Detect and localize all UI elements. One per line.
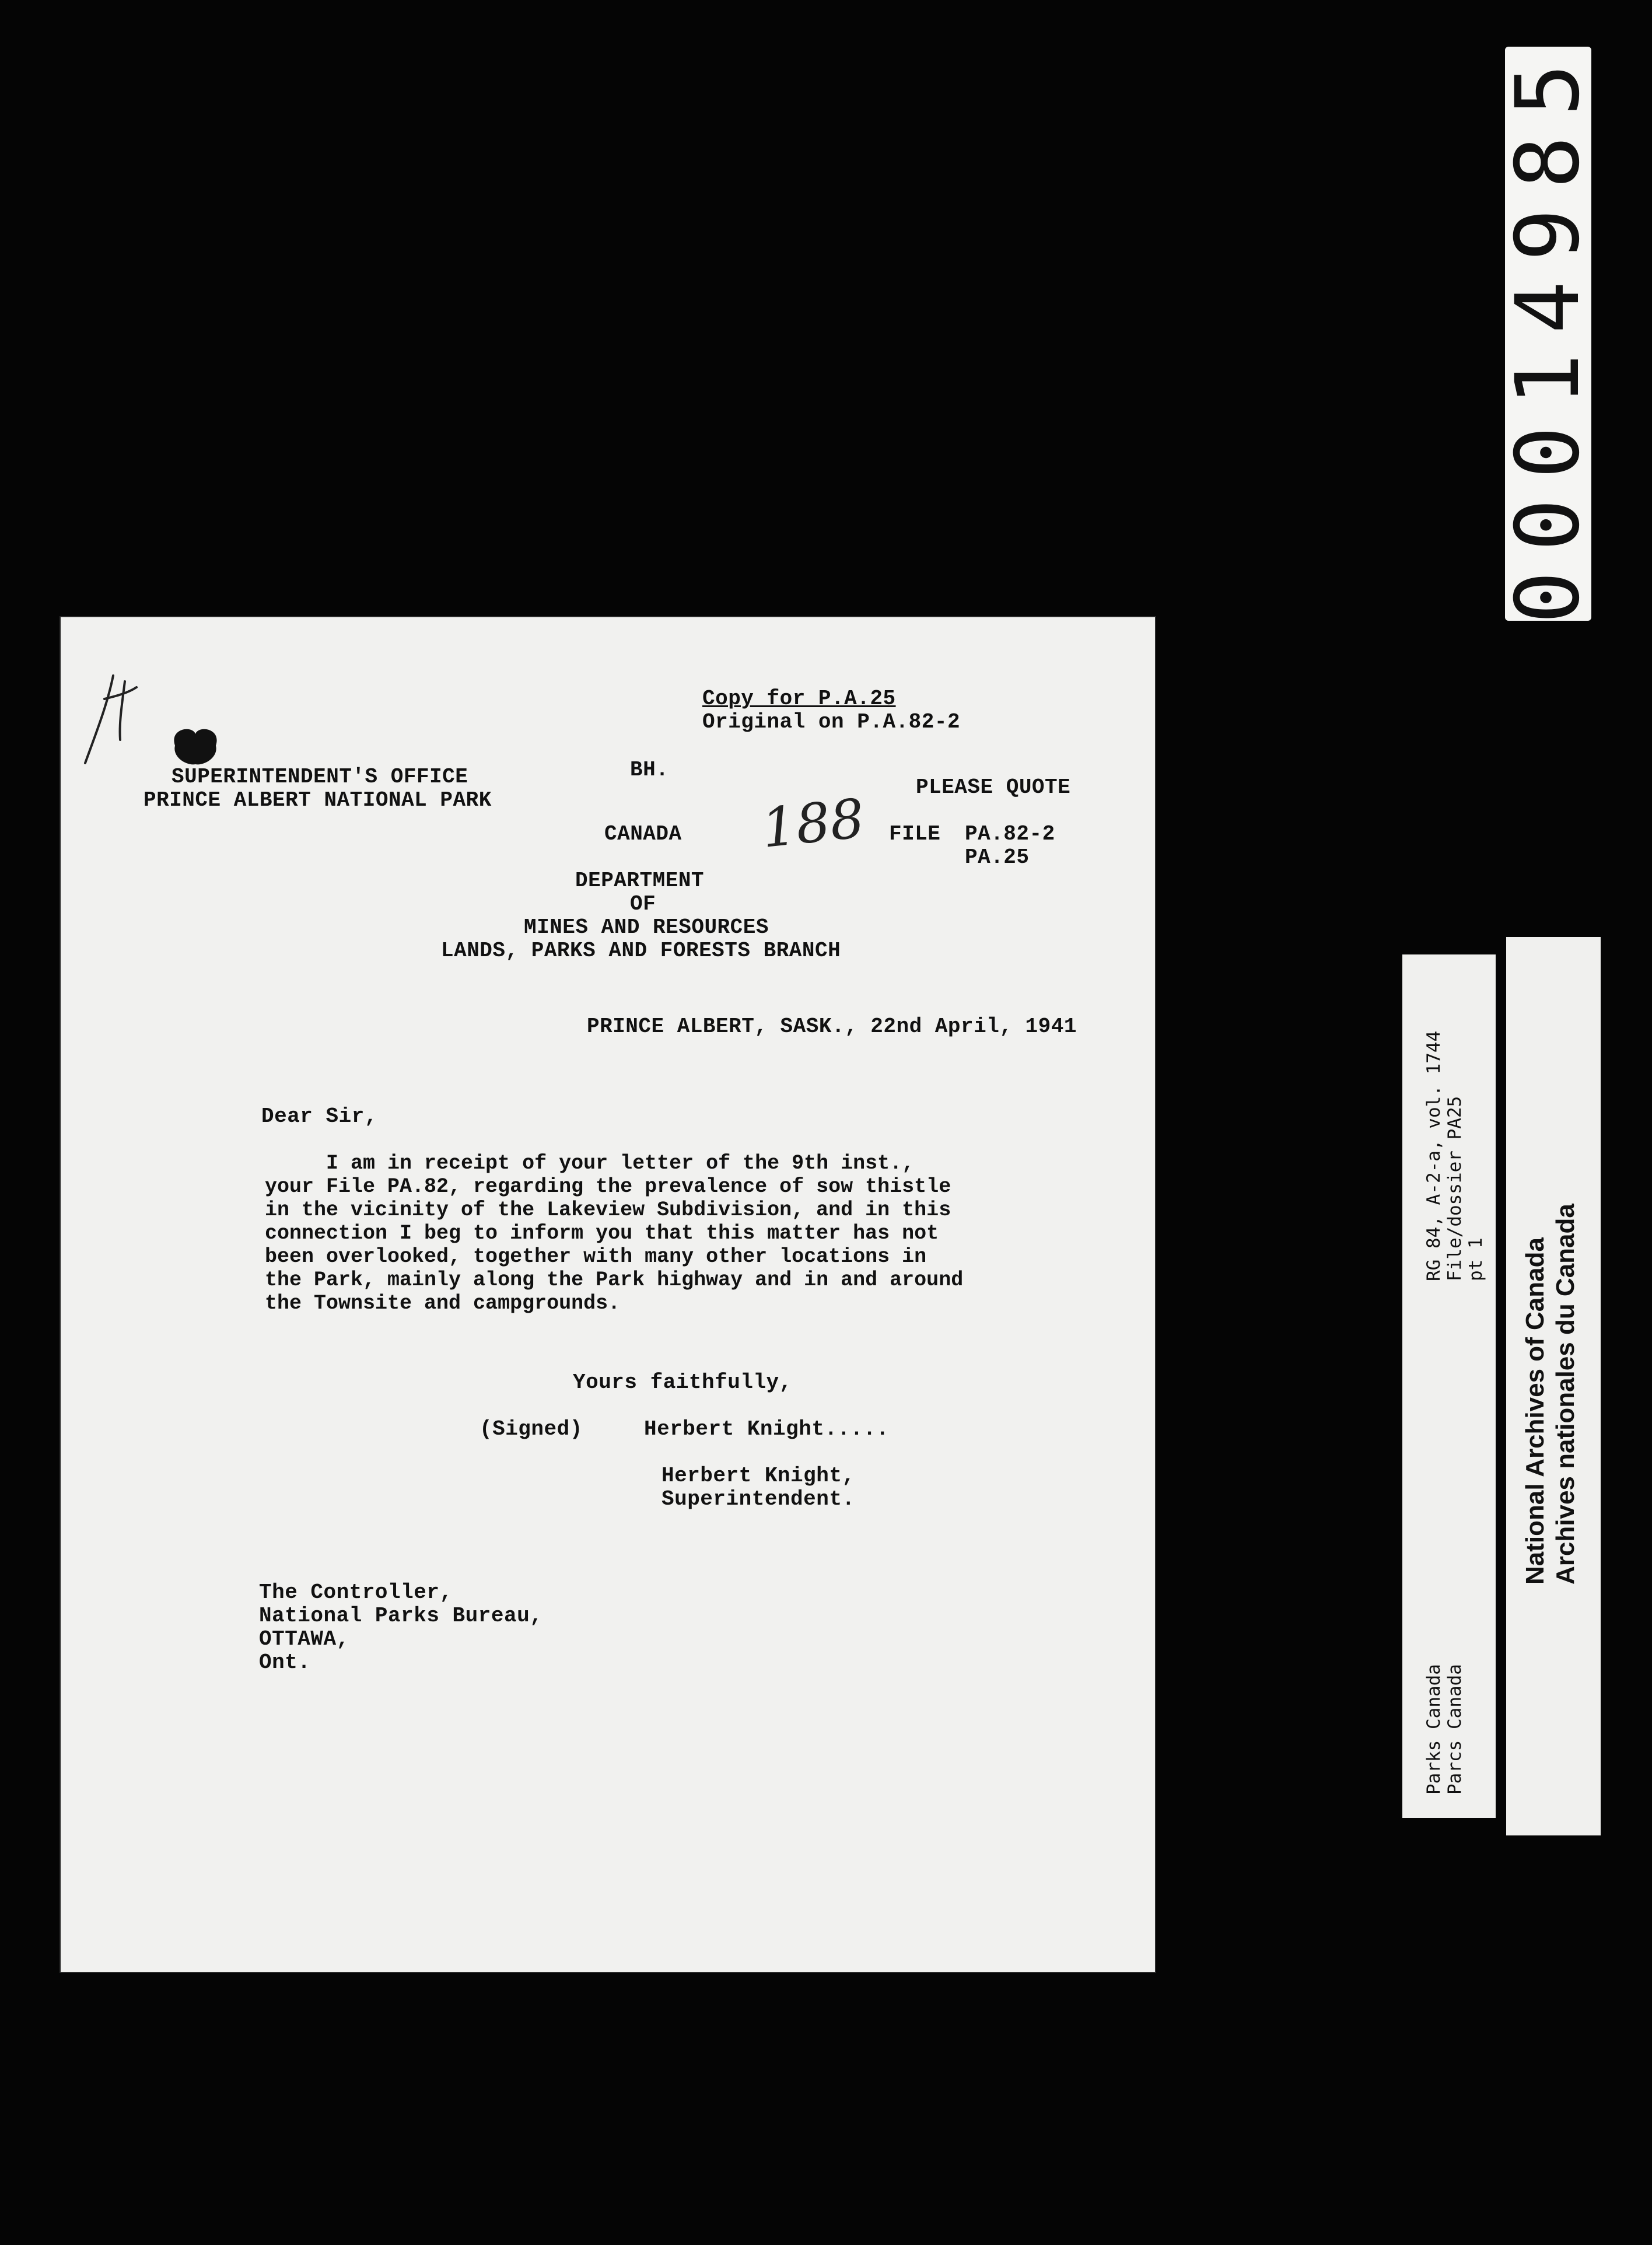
handwritten-number: 188: [758, 787, 867, 860]
agency-french: Parcs Canada: [1444, 1664, 1465, 1795]
handwritten-initials: [72, 664, 148, 775]
signature-line: Herbert Knight.....: [644, 1417, 889, 1441]
frame-number-label: [1497, 43, 1599, 624]
closing: Yours faithfully,: [573, 1370, 792, 1394]
please-quote: PLEASE QUOTE: [916, 775, 1071, 799]
national-archives-card: [1506, 937, 1601, 1835]
superintendent-office: SUPERINTENDENT'S OFFICE: [172, 765, 468, 789]
addressee-line: OTTAWA,: [259, 1627, 349, 1651]
body-line: the Park, mainly along the Park highway and in and around: [265, 1268, 964, 1292]
country: CANADA: [604, 822, 682, 846]
salutation: Dear Sir,: [261, 1104, 377, 1128]
department-of: OF: [630, 892, 656, 916]
reference-line-2: File/dossier PA25: [1444, 1096, 1465, 1281]
department: DEPARTMENT: [575, 869, 705, 893]
body-line: been overlooked, together with many other locations in: [265, 1245, 927, 1268]
original-line: Original on P.A.82-2: [702, 710, 961, 734]
signed-label: (Signed): [480, 1417, 583, 1441]
reference-line-3: pt 1: [1465, 1237, 1486, 1281]
archives-name-english: National Archives of Canada: [1521, 1237, 1549, 1585]
copy-line: Copy for P.A.25: [702, 687, 896, 711]
addressee-line: National Parks Bureau,: [259, 1604, 543, 1628]
signatory-name: Herbert Knight,: [662, 1464, 855, 1488]
frame-number: 00014985: [1497, 43, 1599, 624]
signatory-title: Superintendent.: [662, 1487, 855, 1511]
letter-page: [61, 617, 1155, 1972]
file-number-1: PA.82-2: [965, 822, 1055, 846]
branch: LANDS, PARKS AND FORESTS BRANCH: [441, 939, 841, 963]
file-label: FILE: [889, 822, 941, 846]
archives-name-french: Archives nationales du Canada: [1551, 1204, 1580, 1585]
agency-english: Parks Canada: [1423, 1664, 1444, 1795]
addressee-line: The Controller,: [259, 1580, 453, 1604]
reference-initials: BH.: [630, 758, 669, 782]
crest-icon: [163, 722, 228, 769]
park-name: PRINCE ALBERT NATIONAL PARK: [144, 788, 492, 812]
body-line: connection I beg to inform you that this matter has not: [265, 1222, 939, 1245]
body-line: the Townsite and campgrounds.: [265, 1292, 621, 1315]
reference-line-1: RG 84, A-2-a, vol. 1744: [1423, 1030, 1444, 1281]
archive-reference-card: [1402, 954, 1496, 1818]
file-number-2: PA.25: [965, 845, 1030, 869]
addressee-line: Ont.: [259, 1650, 311, 1674]
body-line: in the vicinity of the Lakeview Subdivision, and in this: [265, 1198, 951, 1222]
body-line: I am in receipt of your letter of the 9th inst.,: [265, 1152, 915, 1175]
ministry: MINES AND RESOURCES: [524, 915, 769, 939]
place-date: PRINCE ALBERT, SASK., 22nd April, 1941: [587, 1015, 1077, 1038]
body-line: your File PA.82, regarding the prevalence of sow thistle: [265, 1175, 951, 1198]
